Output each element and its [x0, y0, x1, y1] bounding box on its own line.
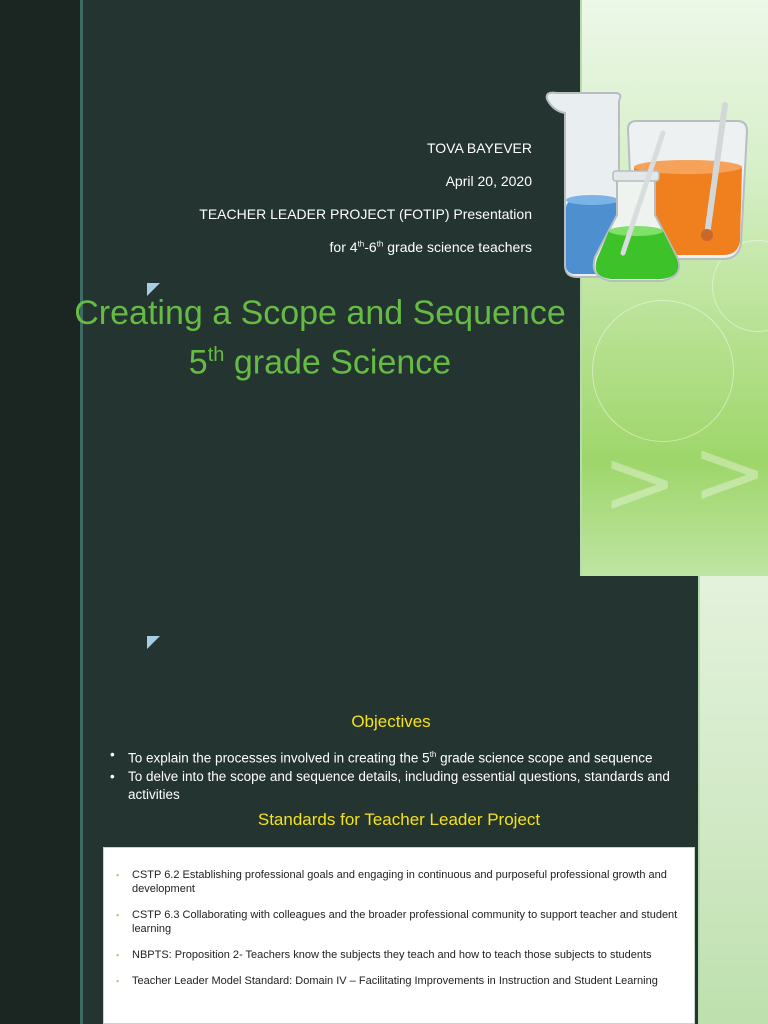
objective-text: grade science scope and sequence [436, 750, 653, 766]
standard-item: ▪ CSTP 6.3 Collaborating with colleagues and the broader professional community to support teacher and student learning [116, 908, 688, 936]
slide-title [40, 292, 600, 383]
objectives-slide [0, 576, 768, 1024]
objective-text: To delve into the scope and sequence details, including essential questions, standards and activities [128, 768, 670, 802]
title-superscript: th [207, 344, 225, 366]
title-line-1: Creating a Scope and Sequence [74, 294, 566, 332]
decor-chevron: > [602, 430, 678, 535]
project-name: TEACHER LEADER PROJECT (FOTIP) Presentation [199, 206, 532, 222]
standard-item: ▪ NBPTS: Proposition 2- Teachers know the subjects they teach and how to teach those subjects to students [116, 948, 688, 962]
audience-superscript: th [376, 239, 384, 249]
left-accent-line [80, 0, 83, 576]
author-name: TOVA BAYEVER [426, 140, 532, 156]
standards-list [116, 868, 688, 1000]
objective-item [108, 768, 693, 804]
audience-text: for 4 [329, 239, 358, 255]
audience-line [330, 239, 532, 255]
objectives-list [108, 746, 693, 804]
standards-box [103, 847, 695, 1024]
title-text: grade Science [224, 343, 452, 382]
standard-item: ▪ Teacher Leader Model Standard: Domain IV – Facilitating Improvements in Instruction and Student Learning [116, 974, 688, 988]
presentation-date: April 20, 2020 [445, 173, 532, 189]
science-beakers-icon [535, 85, 760, 290]
audience-text: -6 [364, 239, 377, 255]
standards-heading: Standards for Teacher Leader Project [257, 810, 541, 829]
title-line-2 [40, 334, 600, 383]
left-dark-strip [0, 576, 80, 1024]
title-text: 5 [188, 343, 208, 382]
audience-text: grade science teachers [383, 239, 532, 255]
decor-chevron: > [692, 420, 768, 525]
standard-item: ▪ CSTP 6.2 Establishing professional goals and engaging in continuous and purposeful professional growth and development [116, 868, 688, 896]
left-accent-line [80, 576, 83, 1024]
audience-superscript: th [357, 239, 365, 249]
objectives-heading: Objectives [351, 712, 431, 731]
objective-item [108, 746, 693, 768]
corner-marker-icon [147, 636, 160, 649]
right-green-panel [698, 576, 768, 1024]
left-dark-strip [0, 0, 80, 576]
objective-text: To explain the processes involved in creating the 5 [128, 750, 430, 766]
objective-superscript: th [429, 750, 437, 759]
